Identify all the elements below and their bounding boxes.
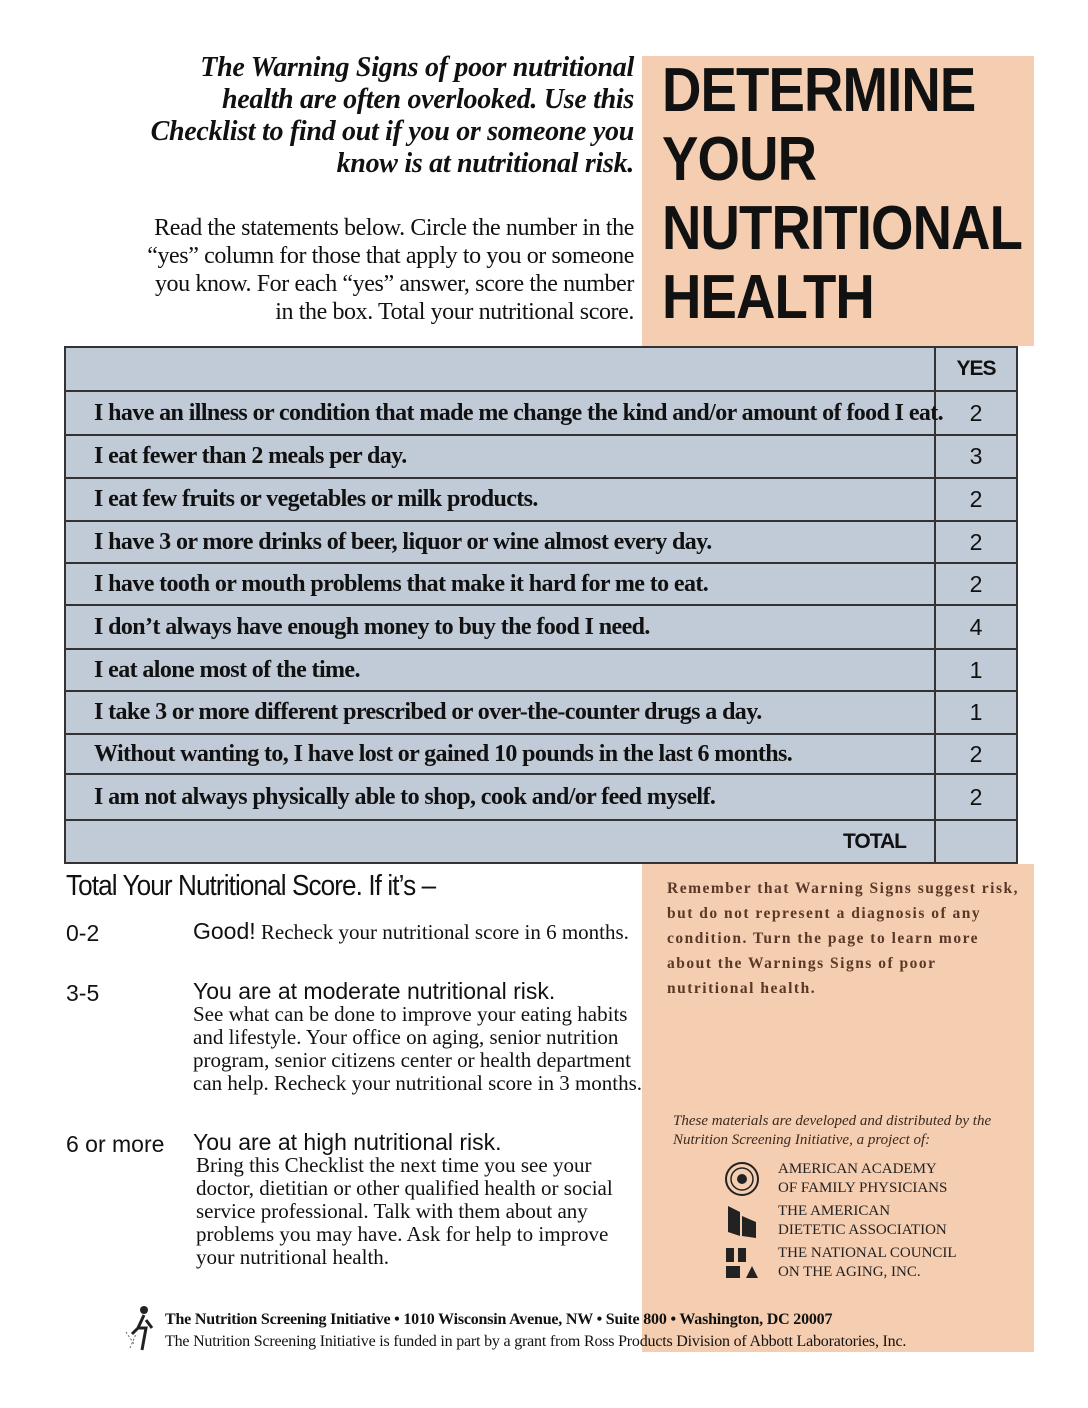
remember-note: Remember that Warning Signs suggest risk, but do not represent a diagnosis of any condition. Turn the page to learn more about the Warnings Signs of poor nutritional health. xyxy=(667,880,1020,997)
instruction-line: “yes” column for those that apply to you or someone xyxy=(147,243,634,269)
checklist-statement: I have 3 or more drinks of beer, liquor or wine almost every day. xyxy=(66,522,936,562)
range-description xyxy=(193,980,643,1095)
table-row xyxy=(66,522,1016,564)
score-value[interactable]: 4 xyxy=(969,613,983,640)
checklist-statement: I eat alone most of the time. xyxy=(66,650,936,690)
ncoa-logo xyxy=(722,1244,762,1282)
table-row xyxy=(66,692,1016,735)
score-value[interactable]: 2 xyxy=(969,486,983,512)
checklist-statement: I have an illness or condition that made me change the kind and/or amount of food I eat. xyxy=(66,392,936,434)
yes-column-header: YES xyxy=(956,357,996,380)
checklist-statement: I am not always physically able to shop, cook and/or feed myself. xyxy=(66,775,936,819)
range-body: Recheck your nutritional score in 6 months. xyxy=(260,920,629,944)
title-line: HEALTH xyxy=(662,263,874,332)
org-name-line: THE NATIONAL COUNCIL xyxy=(778,1245,957,1261)
checklist-statement: I eat few fruits or vegetables or milk products. xyxy=(66,479,936,520)
nsi-figure-logo xyxy=(124,1304,160,1352)
org-ncoa xyxy=(722,1244,1022,1284)
org-name-line: OF FAMILY PHYSICIANS xyxy=(778,1180,948,1196)
checklist-statement: I have tooth or mouth problems that make it hard for me to eat. xyxy=(66,564,936,604)
checklist-statement: I take 3 or more different prescribed or over-the-counter drugs a day. xyxy=(66,692,936,733)
intro-line: The Warning Signs of poor nutritional xyxy=(200,52,634,83)
total-score-box[interactable] xyxy=(936,821,1016,862)
org-name-line: DIETETIC ASSOCIATION xyxy=(778,1222,947,1238)
checklist-statement: I don’t always have enough money to buy the food I need. xyxy=(66,606,936,648)
total-row xyxy=(66,821,1016,862)
aafp-seal-logo xyxy=(722,1160,762,1198)
checklist-header-row xyxy=(66,348,1016,392)
title-line: DETERMINE xyxy=(662,56,976,125)
checklist-statement: I eat fewer than 2 meals per day. xyxy=(66,436,936,477)
title-line: YOUR xyxy=(662,125,817,194)
instruction-line: you know. For each “yes” answer, score the number xyxy=(154,271,634,297)
score-value[interactable]: 1 xyxy=(969,656,983,683)
checklist-statement: Without wanting to, I have lost or gained 10 pounds in the last 6 months. xyxy=(66,735,936,773)
table-row xyxy=(66,775,1016,821)
table-row xyxy=(66,479,1016,522)
range-description xyxy=(193,920,643,944)
checklist-table xyxy=(64,346,1018,864)
materials-note: These materials are developed and distributed by the Nutrition Screening Initiative, a project of: xyxy=(673,1113,992,1148)
score-value[interactable]: 2 xyxy=(969,570,983,597)
score-value[interactable]: 3 xyxy=(969,443,983,469)
table-row xyxy=(66,650,1016,692)
org-name xyxy=(778,1160,947,1198)
table-row xyxy=(66,392,1016,436)
title-line: NUTRITIONAL xyxy=(662,194,1023,263)
table-row xyxy=(66,735,1016,775)
score-value[interactable]: 2 xyxy=(969,783,983,810)
score-value[interactable]: 2 xyxy=(969,740,983,767)
ada-logo xyxy=(722,1202,762,1240)
table-row xyxy=(66,606,1016,650)
intro-warning-text xyxy=(60,52,634,180)
org-name-line: AMERICAN ACADEMY xyxy=(778,1161,937,1177)
intro-line: health are often overlooked. Use this xyxy=(222,84,634,115)
header-statement-cell xyxy=(66,348,936,390)
total-label: TOTAL xyxy=(66,821,936,862)
score-value[interactable]: 2 xyxy=(969,399,983,426)
range-headline: You are at high nutritional risk. xyxy=(193,1129,502,1155)
range-label: 0-2 xyxy=(66,920,100,946)
org-name xyxy=(778,1202,947,1240)
page-title xyxy=(662,56,1023,332)
range-label: 3-5 xyxy=(66,980,100,1006)
scoring-title: Total Your Nutritional Score. If it’s – xyxy=(66,870,436,902)
range-headline: You are at moderate nutritional risk. xyxy=(193,978,556,1004)
range-body: See what can be done to improve your eating habits and lifestyle. Your office on aging, senior nutrition program, senior citizens center or health department can help. Recheck your nutritional score in 3 months. xyxy=(193,1002,643,1095)
org-name-line: THE AMERICAN xyxy=(778,1203,891,1219)
org-name-line: ON THE AGING, INC. xyxy=(778,1264,921,1280)
range-label: 6 or more xyxy=(66,1131,165,1157)
intro-line: Checklist to find out if you or someone you xyxy=(150,116,634,147)
footer-address: The Nutrition Screening Initiative • 1010 Wisconsin Avenue, NW • Suite 800 • Washington, DC 20007 xyxy=(165,1311,833,1328)
range-headline: Good! xyxy=(193,918,256,944)
footer-funding: The Nutrition Screening Initiative is funded in part by a grant from Ross Products Division of Abbott Laboratories, Inc. xyxy=(165,1333,907,1350)
range-description xyxy=(193,1131,643,1269)
range-body: Bring this Checklist the next time you see your doctor, dietitian or other qualified health or social service professional. Talk with them about any problems you may have. Ask for help to improve your nutritional health. xyxy=(196,1153,613,1269)
score-value[interactable]: 2 xyxy=(969,528,983,555)
org-name xyxy=(778,1244,957,1282)
instruction-line: Read the statements below. Circle the number in the xyxy=(154,215,634,241)
org-ada xyxy=(722,1202,1022,1242)
org-aafp xyxy=(722,1160,1022,1200)
table-row xyxy=(66,564,1016,606)
score-value[interactable]: 1 xyxy=(969,699,983,725)
intro-line: know is at nutritional risk. xyxy=(336,148,634,179)
table-row xyxy=(66,436,1016,479)
instruction-line: in the box. Total your nutritional score. xyxy=(275,299,634,325)
instructions-text xyxy=(60,214,634,326)
